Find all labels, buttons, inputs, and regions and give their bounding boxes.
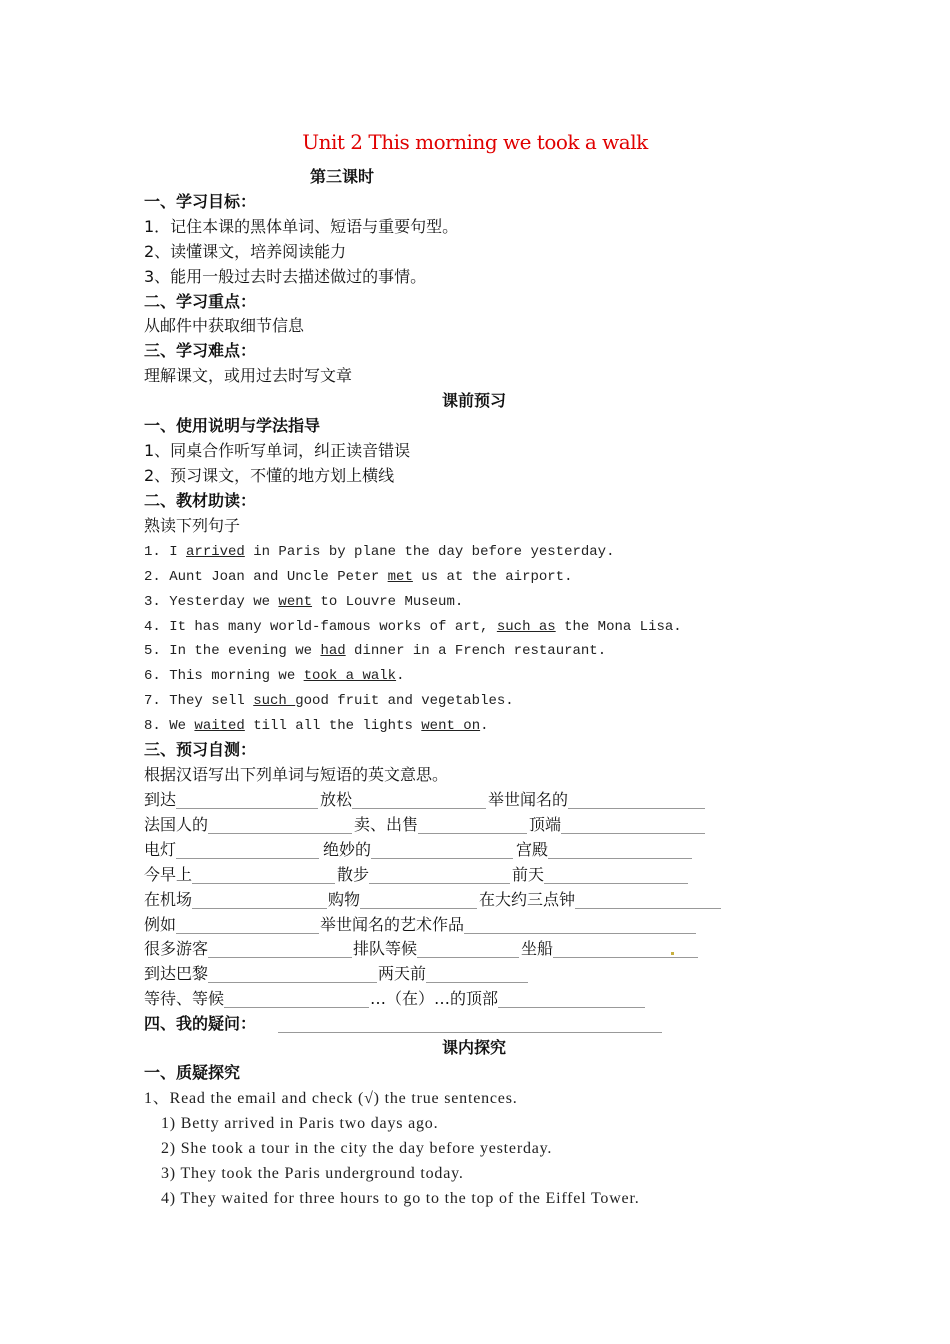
sentence-text: 7. They sell [144, 693, 254, 710]
vocab-field[interactable] [144, 889, 327, 911]
difficulty-text: 理解课文，或用过去时写文章 [144, 366, 353, 385]
vocab-label: 坐船 [521, 939, 554, 959]
blank-line[interactable] [224, 988, 369, 1008]
vocab-label: 等待、等候 [144, 989, 225, 1009]
sentence-text: 2. Aunt Joan and Uncle Peter [144, 568, 388, 585]
underlined-keyword: waited [194, 717, 245, 734]
blank-line[interactable] [208, 938, 352, 958]
guide-item: 2、预习课文，不懂的地方划上横线 [144, 466, 395, 485]
vocab-field[interactable] [378, 963, 528, 985]
inclass-subheading: 一、质疑探究 [144, 1063, 241, 1082]
vocab-field[interactable] [144, 814, 352, 836]
vocab-field[interactable] [516, 839, 692, 861]
sentence-text: 8. We [144, 717, 195, 734]
blank-line[interactable] [278, 1013, 662, 1033]
questions-heading: 四、我的疑问： [144, 1014, 257, 1033]
vocab-label: 放松 [320, 790, 353, 809]
vocab-field[interactable] [370, 988, 645, 1010]
vocab-field[interactable] [144, 988, 369, 1010]
vocab-field[interactable] [328, 889, 477, 911]
underlined-keyword: arrived [186, 544, 245, 560]
preview-heading: 课前预习 [442, 391, 507, 410]
difficulty-heading: 三、学习难点： [144, 341, 257, 360]
blank-line[interactable] [208, 814, 352, 834]
example-sentence [144, 665, 404, 687]
vocab-field[interactable] [488, 789, 705, 811]
vocab-label: 绝妙的 [323, 839, 372, 859]
sentence-text: . [480, 717, 489, 734]
underlined-keyword: such as [496, 618, 556, 635]
underlined-keyword: had [320, 643, 346, 660]
sentence-text: till all the lights [244, 717, 422, 734]
sentence-text: 5. In the evening we [144, 643, 321, 660]
vocab-label: 在大约三点钟 [479, 889, 576, 909]
blank-line[interactable] [371, 839, 513, 859]
vocab-field[interactable] [529, 814, 705, 836]
vocab-label: 到达巴黎 [144, 964, 209, 984]
goal-item: 2、读懂课文，培养阅读能力 [144, 242, 347, 261]
underlined-keyword: went on [421, 717, 481, 734]
vocab-label: 法国人的 [144, 814, 209, 834]
vocab-label: 在机场 [144, 889, 193, 909]
blank-line[interactable] [176, 789, 318, 809]
sentence-text: us at the airport. [412, 568, 573, 585]
sentence-text: dinner in a French restaurant. [345, 643, 607, 660]
blank-line[interactable] [369, 864, 510, 884]
underlined-keyword: went [278, 593, 313, 610]
sentence-text: good fruit and vegetables. [295, 693, 514, 710]
vocab-field[interactable] [521, 938, 698, 960]
vocab-field[interactable] [144, 864, 335, 886]
blank-line[interactable] [464, 914, 696, 934]
guide-heading: 一、使用说明与学法指导 [144, 416, 321, 435]
vocab-label: 电灯 [144, 839, 177, 859]
questions-field[interactable] [144, 1013, 662, 1035]
blank-line[interactable] [208, 963, 377, 983]
vocab-field[interactable] [144, 963, 377, 985]
aid-intro: 熟读下列句子 [144, 516, 241, 535]
blank-line[interactable] [568, 789, 705, 809]
sentence-text: 6. This morning we [144, 668, 304, 685]
stray-mark [671, 952, 674, 955]
inclass-heading: 课内探究 [442, 1038, 507, 1057]
true-false-item: 3) They took the Paris underground today. [161, 1165, 464, 1182]
blank-line[interactable] [417, 938, 519, 958]
vocab-field[interactable] [353, 938, 519, 960]
document-title: Unit 2 This morning we took a walk [302, 130, 648, 154]
sentence-text: to Louvre Museum. [312, 593, 464, 610]
vocab-field[interactable] [320, 914, 696, 936]
true-false-item: 4) They waited for three hours to go to the top of the Eiffel Tower. [161, 1190, 640, 1207]
vocab-label: 散步 [337, 864, 370, 884]
sentence-text: in Paris by plane the day before yesterday. [244, 544, 615, 560]
blank-line[interactable] [418, 814, 527, 834]
blank-line[interactable] [498, 988, 645, 1008]
underlined-keyword: took a walk [303, 668, 397, 685]
example-sentence [144, 616, 682, 638]
true-false-item: 2) She took a tour in the city the day before yesterday. [161, 1140, 553, 1157]
vocab-field[interactable] [512, 864, 688, 886]
blank-line[interactable] [176, 839, 319, 859]
example-sentence [144, 541, 615, 563]
vocab-label: 购物 [328, 889, 361, 909]
sentence-text: . [396, 668, 405, 685]
blank-line[interactable] [176, 914, 319, 934]
aid-heading: 二、教材助读： [144, 491, 257, 510]
blank-line[interactable] [575, 889, 721, 909]
vocab-label: 举世闻名的 [488, 790, 569, 809]
sentence-text: 1. I [144, 544, 187, 560]
vocab-label: 宫殿 [516, 839, 549, 859]
blank-line[interactable] [352, 789, 486, 809]
underlined-keyword: such [253, 693, 296, 710]
true-false-item: 1) Betty arrived in Paris two days ago. [161, 1115, 439, 1132]
blank-line[interactable] [544, 864, 688, 884]
vocab-label: 顶端 [529, 814, 562, 834]
example-sentence [144, 591, 463, 613]
vocab-field[interactable] [320, 789, 486, 811]
vocab-field[interactable] [144, 938, 352, 960]
vocab-label: 到达 [144, 790, 177, 809]
sentence-text: 3. Yesterday we [144, 593, 279, 610]
goal-item: 1．记住本课的黑体单词、短语与重要句型。 [144, 217, 459, 236]
blank-line[interactable] [192, 889, 327, 909]
vocab-label: 排队等候 [353, 939, 418, 959]
vocab-label: 卖、出售 [354, 814, 419, 834]
vocab-label: 两天前 [378, 964, 427, 984]
vocab-field[interactable] [144, 914, 319, 936]
vocab-field[interactable] [323, 839, 513, 861]
vocab-field[interactable] [479, 889, 721, 911]
sentence-text: 4. It has many world-famous works of art, [144, 618, 497, 635]
example-sentence [144, 566, 573, 588]
blank-line[interactable] [548, 839, 692, 859]
focus-text: 从邮件中获取细节信息 [144, 316, 305, 335]
vocab-label: 今早上 [144, 864, 193, 884]
blank-line[interactable] [426, 963, 528, 983]
vocab-field[interactable] [337, 864, 510, 886]
self-test-intro: 根据汉语写出下列单词与短语的英文意思。 [144, 765, 449, 784]
blank-line[interactable] [360, 889, 477, 909]
vocab-label: 举世闻名的艺术作品 [320, 914, 465, 934]
blank-line[interactable] [553, 938, 698, 958]
task-instruction: 1、Read the email and check (√) the true sentences. [144, 1090, 518, 1107]
example-sentence [144, 715, 489, 737]
underlined-keyword: met [387, 568, 413, 585]
goal-item: 3、能用一般过去时去描述做过的事情。 [144, 267, 427, 286]
vocab-field[interactable] [144, 789, 318, 811]
blank-line[interactable] [561, 814, 705, 834]
vocab-field[interactable] [354, 814, 527, 836]
self-test-heading: 三、预习自测： [144, 740, 257, 759]
goals-heading: 一、学习目标： [144, 192, 257, 211]
vocab-label: 例如 [144, 914, 177, 934]
blank-line[interactable] [192, 864, 335, 884]
guide-item: 1、同桌合作听写单词，纠正读音错误 [144, 441, 411, 460]
vocab-label: …（在）…的顶部 [370, 989, 499, 1009]
vocab-field[interactable] [144, 839, 319, 861]
vocab-label: 前天 [512, 864, 545, 884]
example-sentence [144, 640, 606, 662]
vocab-label: 很多游客 [144, 939, 209, 959]
focus-heading: 二、学习重点： [144, 292, 257, 311]
sentence-text: the Mona Lisa. [555, 618, 682, 635]
example-sentence [144, 690, 514, 712]
lesson-label: 第三课时 [310, 167, 375, 186]
